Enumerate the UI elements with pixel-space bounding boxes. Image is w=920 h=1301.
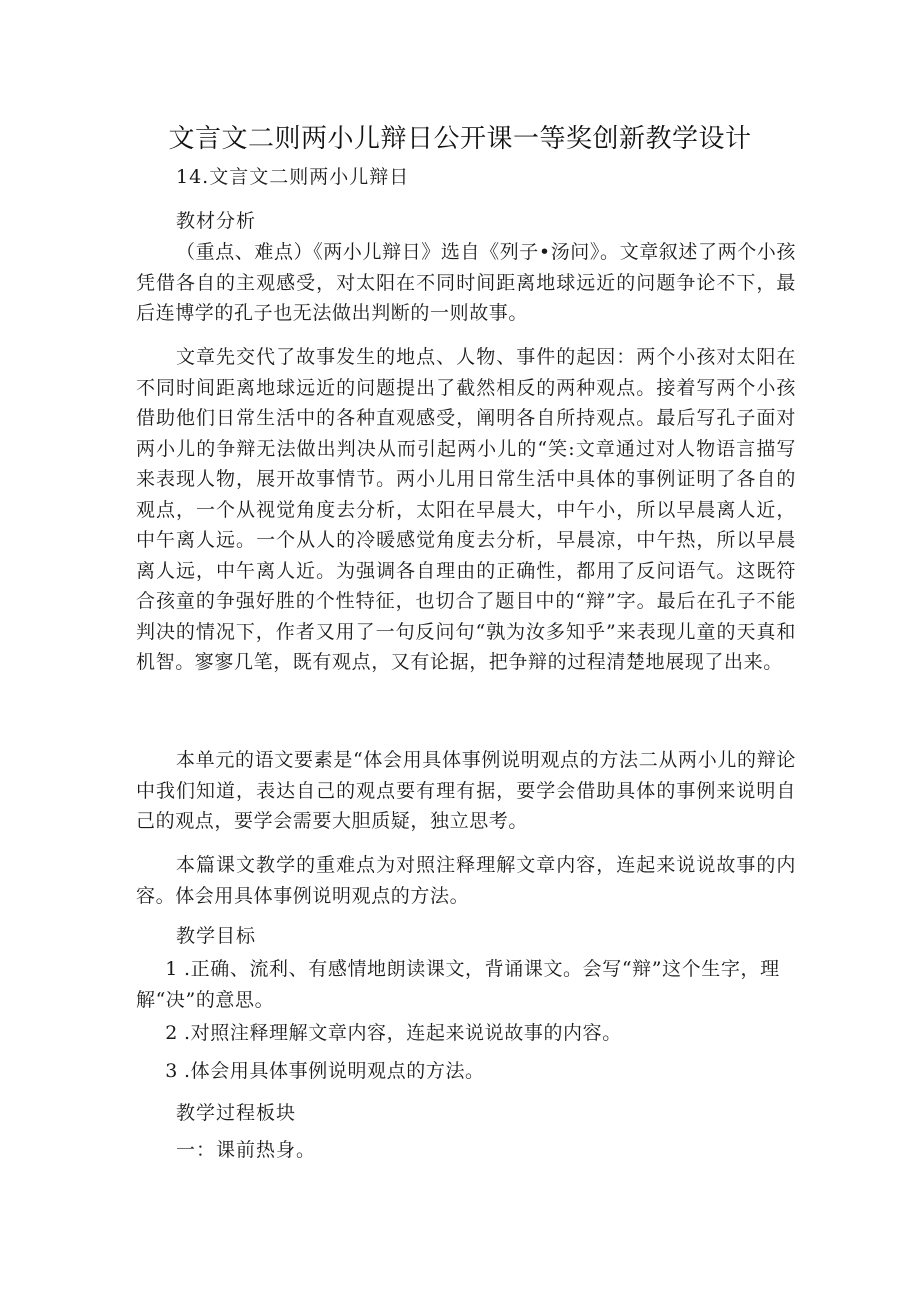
- document-title: 文言文二则两小儿辩日公开课一等奖创新教学设计: [168, 124, 752, 154]
- paragraph-unit-element: 本单元的语文要素是“体会用具体事例说明观点的方法二从两小儿的辩论中我们知道，表达自己的观点要有理有据，要学会借助具体的事例来说明自己的观点，要学会需要大胆质疑，独立思考。: [136, 749, 796, 832]
- section-heading-goals: 教学目标: [176, 925, 257, 947]
- goal-item: [136, 954, 796, 1015]
- goal-text: .正确、流利、有感情地朗读课文，背诵课文。会写“辩”这个生字，理解“决”的意思。: [136, 958, 780, 1011]
- goal-number: 1: [165, 958, 178, 980]
- goal-item: [136, 1018, 796, 1049]
- goal-text: .体会用具体事例说明观点的方法。: [184, 1060, 485, 1082]
- goal-item: [136, 1056, 796, 1087]
- goal-text: .对照注释理解文章内容，连起来说说故事的内容。: [184, 1022, 622, 1044]
- section-heading-process: 教学过程板块: [176, 1102, 297, 1124]
- goal-number: 2: [165, 1022, 178, 1044]
- paragraph-story-analysis: 文章先交代了故事发生的地点、人物、事件的起因：两个小孩对太阳在不同时间距离地球远近的问题提出了截然相反的两种观点。接着写两个小孩借助他们日常生活中的各种直观感受，阐明各自所持观点。最后写孔子面对两小儿的争辩无法做出判决从而引起两小儿的“笑:文章通过对人物语言描写来表现人物，展开故事情节。两小儿用日常生活中具体的事例证明了各自的观点，一个从视觉角度去分析，太阳在早晨大，中午小，所以早晨离人近，中午离人远。一个从人的冷暖感觉角度去分析，早晨凉，中午热，所以早晨离人远，中午离人近。为强调各自理由的正确性，都用了反问语气。这既符合孩童的争强好胜的个性特征，也切合了题目中的“辩”字。最后在孔子不能判决的情况下，作者又用了一句反问句“孰为汝多知乎”来表现儿童的天真和机智。寥寥几笔，既有观点，又有论据，把争辩的过程清楚地展现了出来。: [136, 346, 796, 673]
- goal-number: 3: [165, 1060, 178, 1082]
- paragraph-intro: （重点、难点）《两小儿辩日》选自《列子•汤问》。文章叙述了两个小孩凭借各自的主观感受，对太阳在不同时间距离地球远近的问题争论不下，最后连博学的孔子也无法做出判断的一则故事。: [136, 241, 797, 324]
- step-warmup: 一：课前热身。: [176, 1139, 317, 1161]
- paragraph-key-points: 本篇课文教学的重难点为对照注释理解文章内容，连起来说说故事的内容。体会用具体事例说明观点的方法。: [136, 854, 796, 907]
- section-heading-analysis: 教材分析: [176, 210, 257, 232]
- lesson-heading: 14.文言文二则两小儿辩日: [176, 166, 410, 188]
